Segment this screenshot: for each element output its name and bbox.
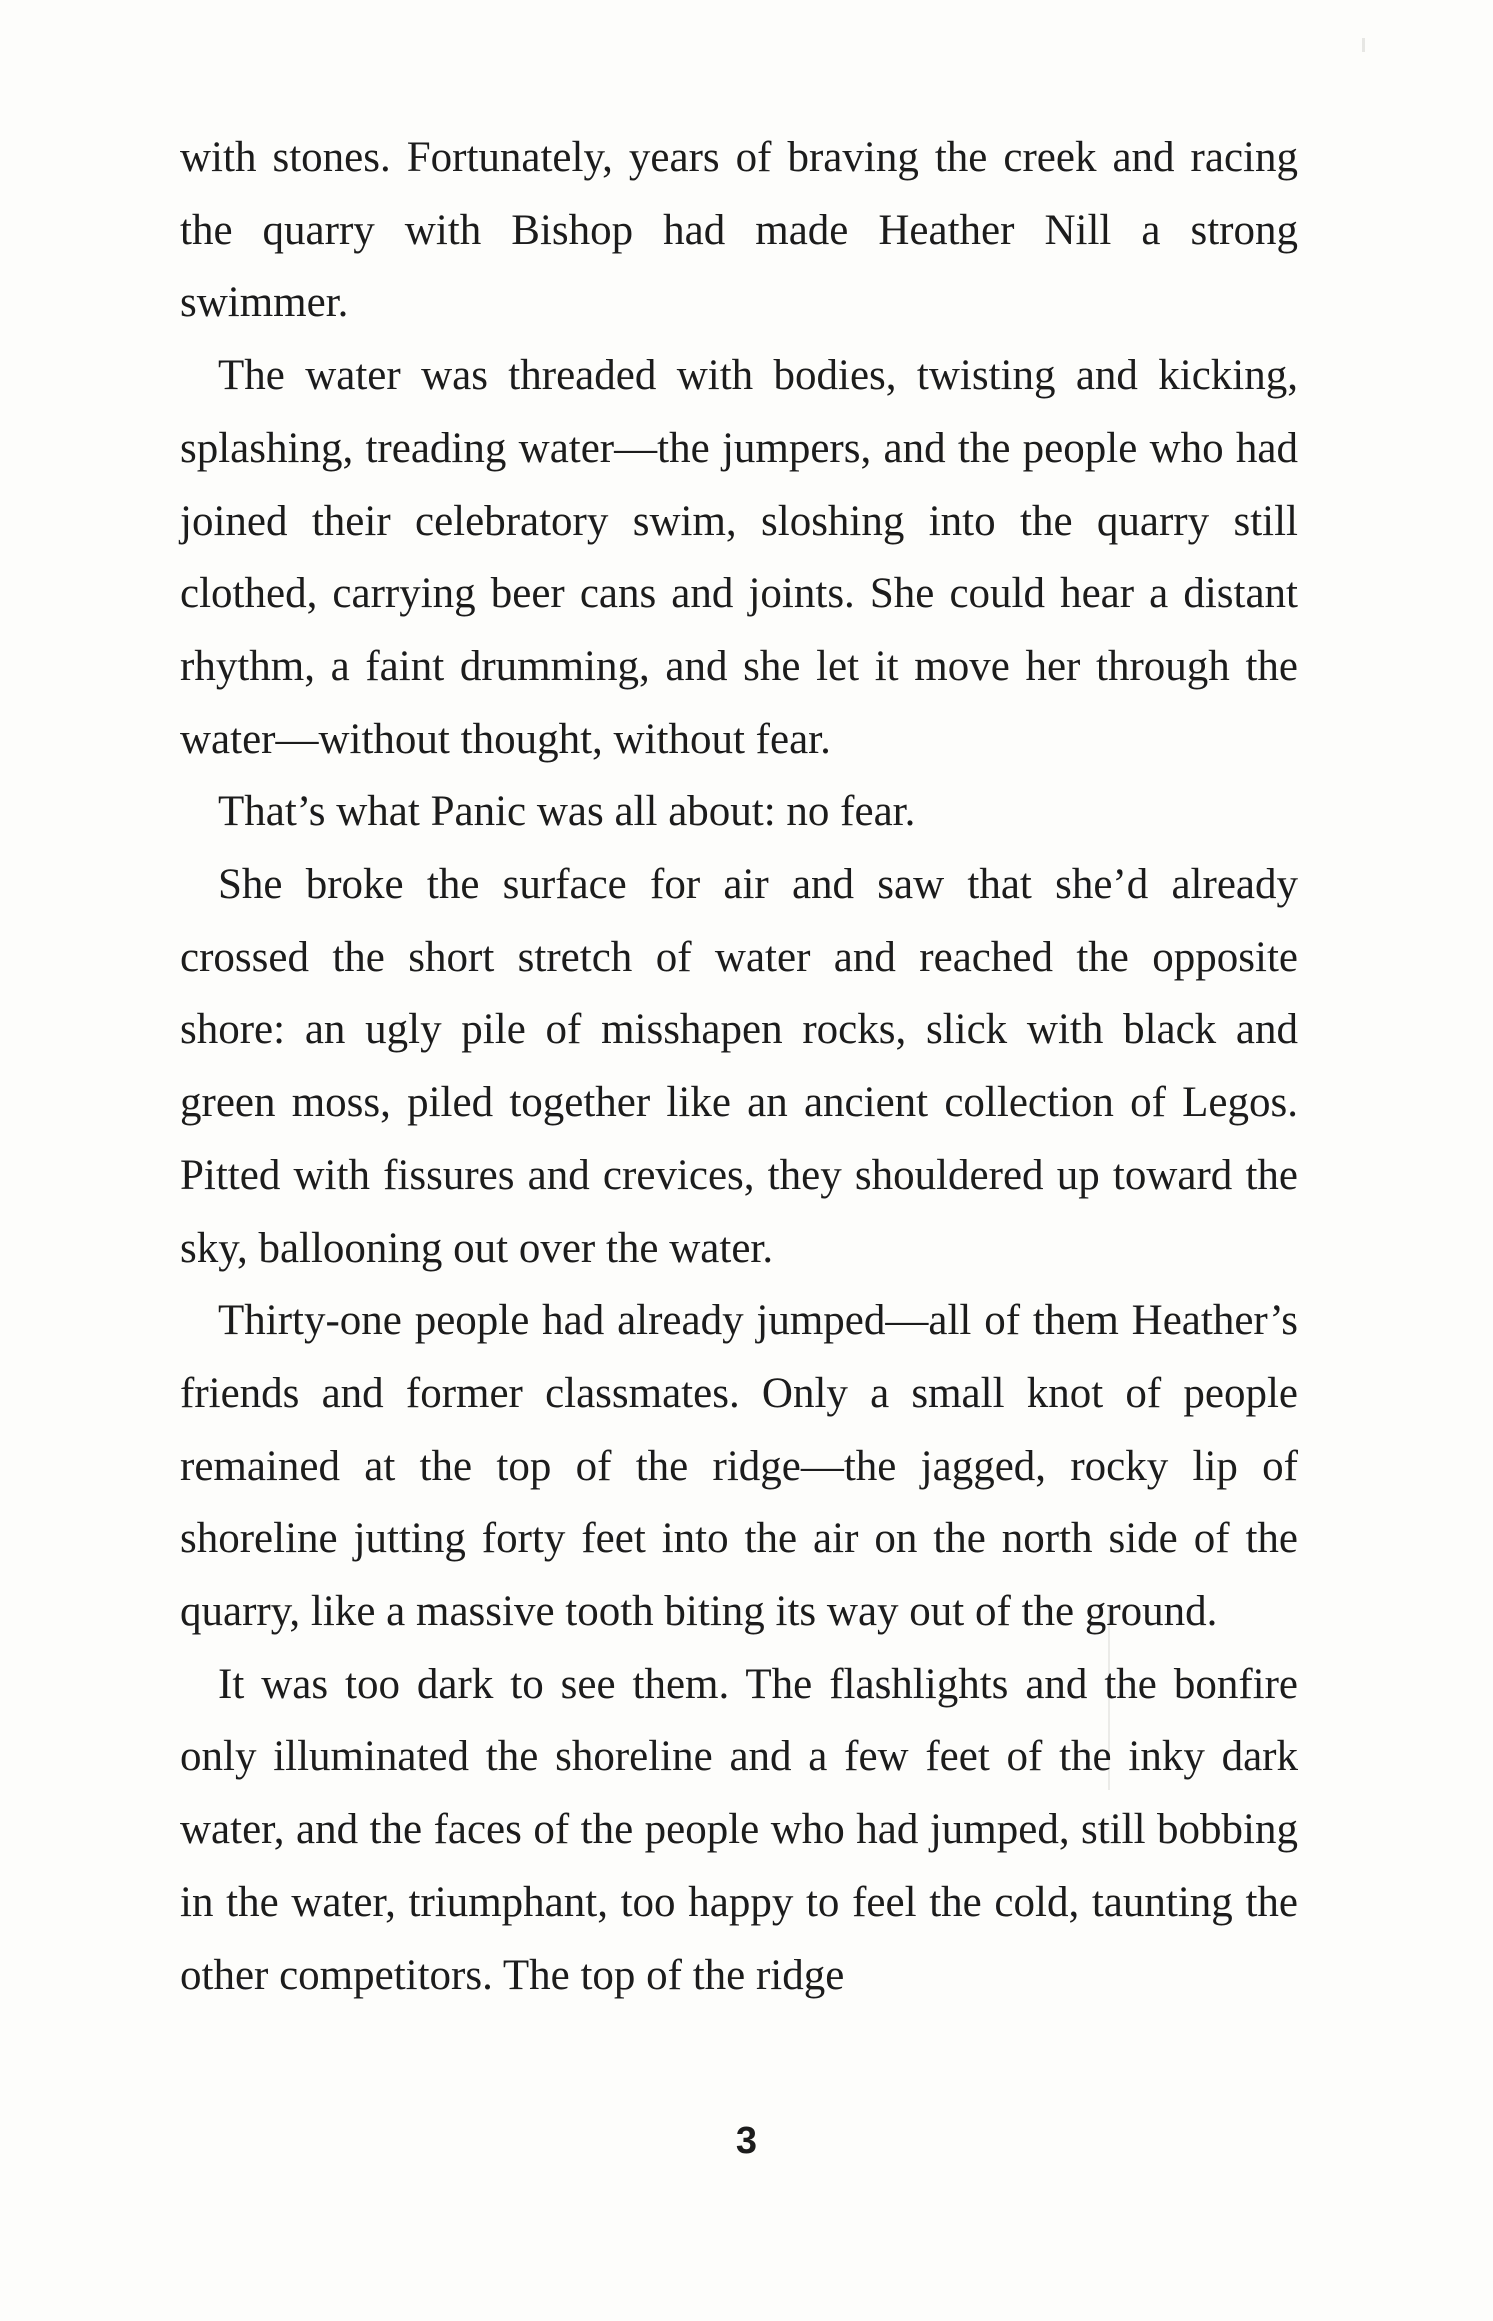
paragraph-1: with stones. Fortunately, years of braving the creek and racing the quarry with Bishop had made Heather Nill a strong swimmer. bbox=[180, 134, 1298, 327]
paragraph-5: Thirty-one people had already jumped—all of them Heather’s friends and former classmates. Only a small knot of people remained at the top of the ridge—the jagged, rocky lip of shoreline jutting forty feet into the air on the north side of the quarry, like a massive tooth biting its way out of the ground. bbox=[180, 1297, 1298, 1636]
paragraph-3: That’s what Panic was all about: no fear. bbox=[218, 788, 916, 836]
paragraph-4: She broke the surface for air and saw that she’d already crossed the short stretch of water and reached the opposite shore: an ugly pile of misshapen rocks, slick with black and green moss, piled together like an ancient collection of Legos. Pitted with fissures and crevices, they shouldered up toward the sky, ballooning out over the water. bbox=[180, 861, 1298, 1272]
body-text bbox=[180, 122, 1298, 2012]
scan-artifact bbox=[1362, 38, 1365, 52]
paragraph-6: It was too dark to see them. The flashlights and the bonfire only illuminated the shoreline and a few feet of the inky dark water, and the faces of the people who had jumped, still bobbing in the water, triumphant, too happy to feel the cold, taunting the other competitors. The top of the ridge bbox=[180, 1660, 1298, 1999]
paragraph-2: The water was threaded with bodies, twisting and kicking, splashing, treading water—the jumpers, and the people who had joined their celebratory swim, sloshing into the quarry still clothed, carrying beer cans and joints. She could hear a distant rhythm, a faint drumming, and she let it move her through the water—without thought, without fear. bbox=[180, 352, 1298, 763]
page-number: 3 bbox=[735, 2120, 758, 2162]
